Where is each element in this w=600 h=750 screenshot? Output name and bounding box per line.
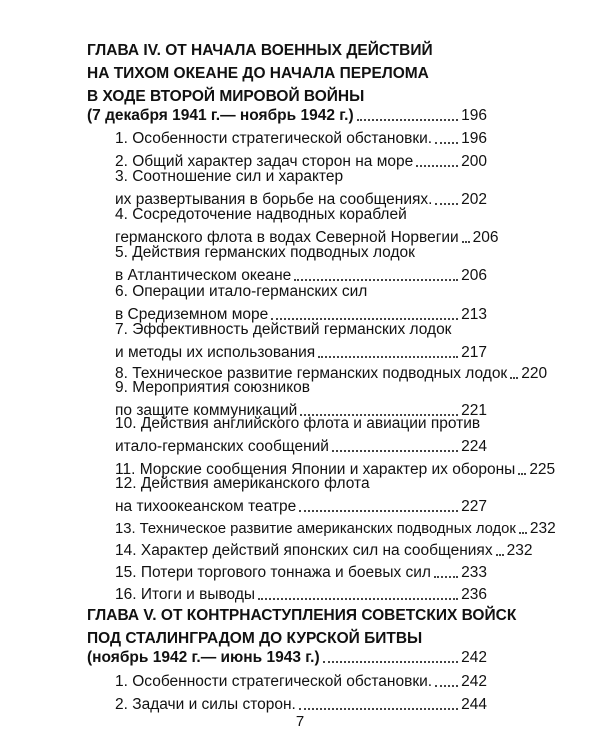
toc-item-page: 206 xyxy=(461,267,487,284)
toc-item-text-line-1: 6. Операции итало-германских сил xyxy=(115,283,368,300)
toc-item-page: 217 xyxy=(461,344,487,361)
toc-item-page: 233 xyxy=(461,564,487,581)
toc-item-text: 8. Техническое развитие германских подводных лодок xyxy=(115,365,508,382)
toc-item-page: 224 xyxy=(461,438,487,455)
toc-item xyxy=(115,125,487,149)
toc-item-text: 14. Характер действий японских сил на сообщениях xyxy=(115,542,493,559)
toc-item-page: 232 xyxy=(506,542,533,559)
dot-leader xyxy=(357,119,458,121)
chapter-4-dates-page: 196 xyxy=(461,107,487,124)
toc-item-page: 202 xyxy=(461,191,487,208)
dot-leader xyxy=(318,356,458,358)
toc-item-page: 221 xyxy=(461,402,487,419)
toc-item xyxy=(115,668,487,692)
dot-leader xyxy=(299,708,458,710)
chapter-4-dates-row xyxy=(87,102,487,126)
toc-item-page: 196 xyxy=(461,130,487,147)
dot-leader xyxy=(332,450,458,452)
toc-item xyxy=(115,433,487,457)
toc-item-page: 232 xyxy=(529,520,556,537)
toc-item-page: 200 xyxy=(461,153,487,170)
chapter-5-title-line-1: ГЛАВА V. ОТ КОНТРНАСТУПЛЕНИЯ СОВЕТСКИХ ВОЙСК xyxy=(87,607,517,624)
toc-item-page: 242 xyxy=(461,673,487,690)
toc-item xyxy=(115,537,533,561)
toc-item-text: в Атлантическом океане xyxy=(115,267,292,284)
toc-item-page: 206 xyxy=(472,229,499,246)
dot-leader xyxy=(416,165,458,167)
dot-leader xyxy=(434,576,458,578)
toc-item-page: 225 xyxy=(529,461,556,478)
toc-item-text: по защите коммуникаций xyxy=(115,402,298,419)
chapter-4-title-line-3: В ХОДЕ ВТОРОЙ МИРОВОЙ ВОЙНЫ xyxy=(87,88,365,105)
dot-leader xyxy=(462,241,470,243)
toc-item-text-line-1: 5. Действия германских подводных лодок xyxy=(115,244,415,261)
toc-item-page: 227 xyxy=(461,498,487,515)
toc-item-text: в Средиземном море xyxy=(115,306,269,323)
toc-item-text: итало-германских сообщений xyxy=(115,438,329,455)
toc-item-text: и методы их использования xyxy=(115,344,316,361)
dot-leader xyxy=(435,203,458,205)
chapter-4-dates: (7 декабря 1941 г.— ноябрь 1942 г.) xyxy=(87,107,354,124)
toc-item-text: на тихоокеанском театре xyxy=(115,498,297,515)
dot-leader xyxy=(518,473,526,475)
toc-item-page: 213 xyxy=(461,306,487,323)
chapter-5-title-line-2: ПОД СТАЛИНГРАДОМ ДО КУРСКОЙ БИТВЫ xyxy=(87,630,423,647)
toc-item-text: 13. Техническое развитие американских подводных лодок xyxy=(115,521,516,537)
chapter-5-dates: (ноябрь 1942 г.— июнь 1943 г.) xyxy=(87,649,320,666)
toc-item xyxy=(115,581,487,605)
toc-item-page: 236 xyxy=(461,586,487,603)
toc-item-text-line-1: 3. Соотношение сил и характер xyxy=(115,168,344,185)
toc-item-text: их развертывания в борьбе на сообщениях. xyxy=(115,191,433,208)
toc-item-text-line-1: 12. Действия американского флота xyxy=(115,475,370,492)
dot-leader xyxy=(294,279,458,281)
toc-item-text: 15. Потери торгового тоннажа и боевых сил xyxy=(115,564,431,581)
toc-item-page: 244 xyxy=(461,696,487,713)
dot-leader xyxy=(496,554,504,556)
chapter-4-title-line-2: НА ТИХОМ ОКЕАНЕ ДО НАЧАЛА ПЕРЕЛОМА xyxy=(87,65,429,82)
toc-item-text-line-1: 9. Мероприятия союзников xyxy=(115,379,311,396)
toc-item-text: 11. Морские сообщения Японии и характер их обороны xyxy=(115,461,516,478)
toc-item xyxy=(115,515,556,539)
toc-item-text-line-1: 7. Эффективность действий германских лодок xyxy=(115,321,452,338)
chapter-4-title-line-1: ГЛАВА IV. ОТ НАЧАЛА ВОЕННЫХ ДЕЙСТВИЙ xyxy=(87,42,433,59)
toc-item-text: 1. Особенности стратегической обстановки. xyxy=(115,130,433,147)
chapter-5-dates-page: 242 xyxy=(461,649,487,666)
page-number: 7 xyxy=(295,713,305,730)
dot-leader xyxy=(435,142,458,144)
dot-leader xyxy=(519,532,527,534)
toc-item-text: германского флота в водах Северной Норвегии xyxy=(115,229,459,246)
toc-item-text-line-1: 4. Сосредоточение надводных кораблей xyxy=(115,206,407,223)
toc-item-text: 1. Особенности стратегической обстановки. xyxy=(115,673,433,690)
toc-item xyxy=(115,493,487,517)
toc-item xyxy=(115,559,487,583)
dot-leader xyxy=(510,377,518,379)
chapter-5-dates-row xyxy=(87,644,487,668)
toc-item xyxy=(115,691,487,715)
dot-leader xyxy=(299,510,458,512)
dot-leader xyxy=(323,661,458,663)
dot-leader xyxy=(435,685,458,687)
toc-item-text: 2. Задачи и силы сторон. xyxy=(115,696,296,713)
toc-item-text: 16. Итоги и выводы xyxy=(115,586,256,603)
toc-item-text-line-1: 10. Действия английского флота и авиации против xyxy=(115,415,481,432)
toc-item-text: 2. Общий характер задач сторон на море xyxy=(115,153,414,170)
toc-item-page: 220 xyxy=(521,365,548,382)
dot-leader xyxy=(258,598,458,600)
